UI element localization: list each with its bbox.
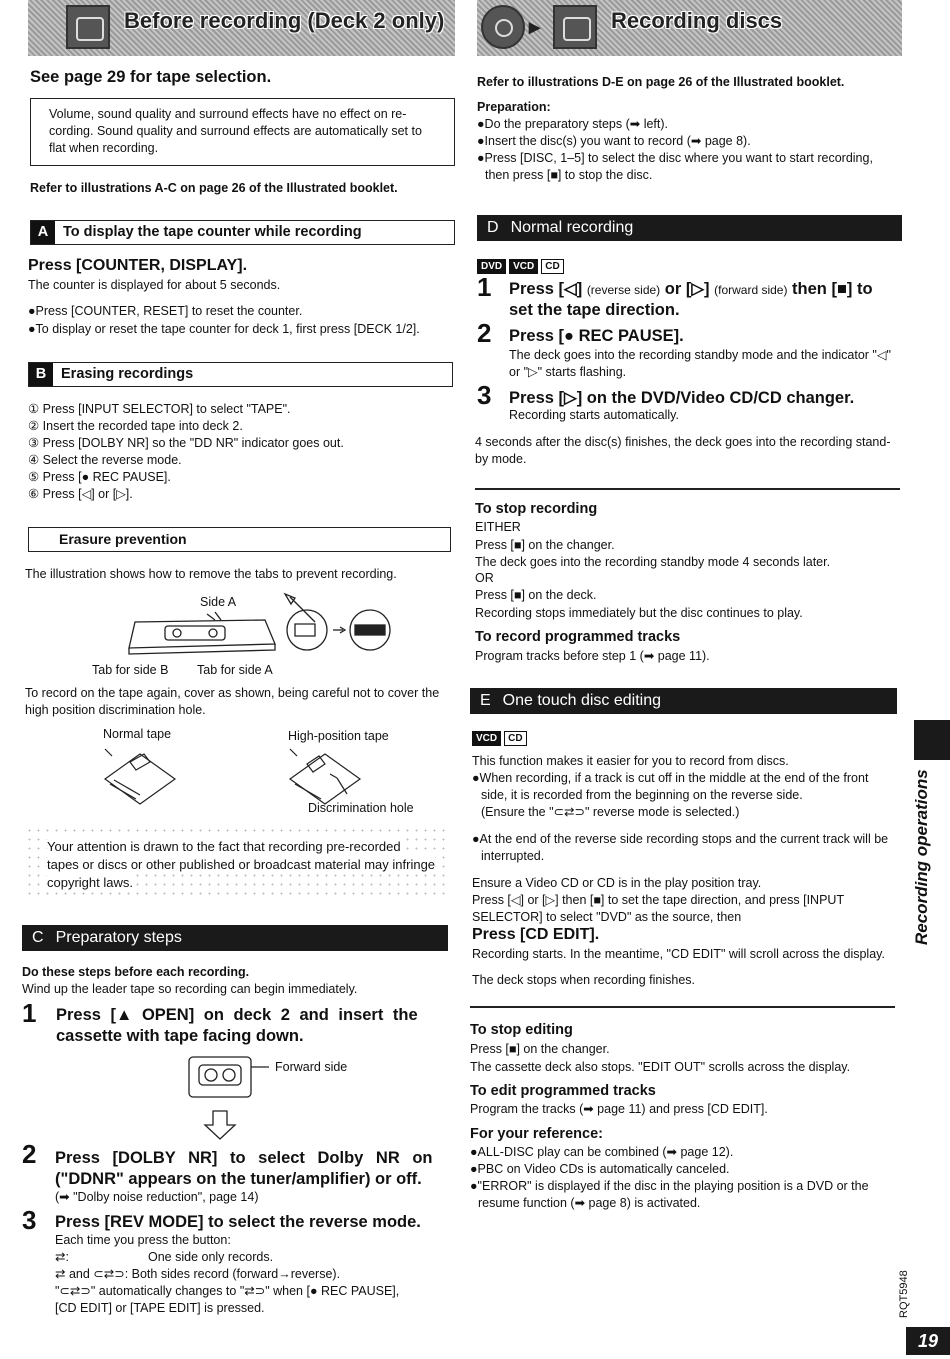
discrimination-hole-label: Discrimination hole [308, 801, 414, 815]
rec-step-1-b: (reverse side) [586, 283, 661, 297]
prep-step-2-number: 2 [22, 1139, 37, 1169]
notice-line-2: tapes or discs or other published or broadcast material may infringe [47, 857, 436, 872]
notice-line-1: Your attention is drawn to the fact that recording pre-recorded [47, 839, 401, 854]
press-cd-edit: Press [CD EDIT]. [472, 926, 600, 943]
section-d-letter: D [487, 219, 499, 236]
cassette-tab-illustration [115, 592, 415, 672]
section-a-letter: A [31, 221, 55, 244]
erase-step-3: ③ Press [DOLBY NR] so the "DD NR" indicator goes out. [28, 436, 344, 450]
mode-1-text: One side only records. [148, 1250, 274, 1264]
stop-line-4: Recording stops immediately but the disc continues to play. [475, 606, 803, 620]
side-a-label: Side A [200, 595, 237, 609]
cassette-insert-illustration [183, 1053, 273, 1143]
prep-step-2-line-2: ("DDNR" appears on the tuner/amplifier) or off. [55, 1170, 422, 1188]
section-b-title: Erasing recordings [61, 366, 194, 382]
stop-editing-line-1: Press [■] on the changer. [470, 1042, 610, 1056]
reference-bullet-1: ●ALL-DISC play can be combined (➡ page 12). [470, 1145, 734, 1159]
erasure-text: The illustration shows how to remove the tabs to prevent recording. [25, 567, 397, 581]
rec-step-2-line-2: or "▷" starts flashing. [509, 365, 627, 379]
divider-2 [470, 1006, 895, 1008]
prep-step-1-number: 1 [22, 998, 37, 1028]
prep-step-2-ref: (➡ "Dolby noise reduction", page 14) [55, 1190, 259, 1204]
edit-intro: This function makes it easier for you to record from discs. [472, 754, 789, 768]
arrow-icon: ▸ [529, 14, 541, 39]
record-programmed-line: Program tracks before step 1 (➡ page 11). [475, 649, 710, 663]
page-number: 19 [906, 1327, 950, 1355]
section-d-title: Normal recording [510, 219, 634, 236]
edit-bullet-1-line-2: side, it is recorded from the beginning on the reverse side. [481, 788, 803, 802]
high-position-tape-illustration [285, 744, 365, 806]
section-e-title: One touch disc editing [502, 692, 661, 709]
refer-right: Refer to illustrations D-E on page 26 of the Illustrated booklet. [477, 75, 845, 89]
stop-recording-title: To stop recording [475, 501, 598, 517]
badge-cd-e: CD [504, 731, 526, 746]
wind-leader: Wind up the leader tape so recording can begin immediately. [22, 982, 358, 996]
info-line-3: flat when recording. [49, 141, 159, 155]
mode-3-line-2: [CD EDIT] or [TAPE EDIT] is pressed. [55, 1301, 265, 1315]
stop-line-2: The deck goes into the recording standby mode 4 seconds later. [475, 555, 831, 569]
prep-step-3-line-1: Press [REV MODE] to select the reverse mode. [55, 1213, 421, 1231]
badge-vcd: VCD [509, 259, 538, 274]
erase-step-1: ① Press [INPUT SELECTOR] to select "TAPE". [28, 402, 291, 416]
info-box [30, 98, 455, 166]
section-c-letter: C [32, 929, 44, 946]
counter-text: The counter is displayed for about 5 seconds. [28, 278, 281, 292]
reference-title: For your reference: [470, 1126, 603, 1142]
badge-cd: CD [541, 259, 563, 274]
rec-step-3-title: Press [▷] on the DVD/Video CD/CD changer. [509, 389, 855, 407]
do-these-steps: Do these steps before each recording. [22, 965, 250, 979]
reference-bullet-2: ●PBC on Video CDs is automatically canceled. [470, 1162, 730, 1176]
see-page: See page 29 for tape selection. [30, 68, 272, 86]
section-e-badges [472, 728, 530, 746]
high-position-tape-label: High-position tape [288, 729, 389, 743]
erasure-header [28, 527, 451, 552]
mode-3-line-1: "⊂⇄⊃" automatically changes to "⇄⊃" when [● REC PAUSE], [55, 1284, 400, 1298]
tab-side-a-label: Tab for side A [197, 663, 273, 677]
forward-side-label: Forward side [275, 1060, 348, 1074]
each-time: Each time you press the button: [55, 1233, 231, 1247]
preparation-label: Preparation: [477, 100, 551, 114]
doc-code: RQT5948 [898, 1270, 910, 1318]
prep-bullet-3-cont: then press [■] to stop the disc. [485, 168, 653, 182]
prep-step-1-line-1: Press [▲ OPEN] on deck 2 and insert the [56, 1006, 418, 1024]
rec-step-3-number: 3 [477, 380, 492, 410]
prep-bullet-1: ●Do the preparatory steps (➡ left). [477, 117, 669, 131]
section-b-header [28, 362, 453, 387]
stop-line-3: Press [■] on the deck. [475, 588, 597, 602]
prep-bullet-2: ●Insert the disc(s) you want to record (➡ page 8). [477, 134, 751, 148]
stop-editing-line-2: The cassette deck also stops. "EDIT OUT" scrolls across the display. [470, 1060, 851, 1074]
edit-bullet-2-line-1: ●At the end of the reverse side recording stops and the current track will be [472, 832, 889, 846]
counter-bullet-1: ●Press [COUNTER, RESET] to reset the counter. [28, 304, 303, 318]
rec-step-2-line-1: The deck goes into the recording standby mode and the indicator "◁" [509, 348, 891, 362]
rec-step-1-d: (forward side) [714, 283, 788, 297]
rec-step-1-line-1 [509, 279, 873, 301]
info-line-1: Volume, sound quality and surround effects have no effect on re- [49, 107, 407, 121]
edit-bullet-1-line-1: ●When recording, if a track is cut off in the middle at the end of the front [472, 771, 869, 785]
erase-step-6: ⑥ Press [◁] or [▷]. [28, 487, 133, 501]
deck-icon-2 [553, 5, 597, 49]
stop-editing-title: To stop editing [470, 1022, 573, 1038]
erasure-title: Erasure prevention [59, 531, 187, 547]
section-c-title: Preparatory steps [55, 929, 182, 946]
rec-step-1-a: Press [◁] [509, 280, 587, 298]
edit-bullet-2-line-2: interrupted. [481, 849, 545, 863]
tab-side-b-label: Tab for side B [92, 663, 169, 677]
prep-step-2-line-1: Press [DOLBY NR] to select Dolby NR on [55, 1149, 433, 1167]
notice-line-3: copyright laws. [47, 875, 133, 890]
reference-bullet-3-line-2: resume function (➡ page 8) is activated. [478, 1196, 701, 1210]
copyright-notice [25, 826, 450, 896]
stop-line-1: Press [■] on the changer. [475, 538, 615, 552]
section-a-header [30, 220, 455, 245]
rec-step-1-number: 1 [477, 272, 492, 302]
erase-step-2: ② Insert the recorded tape into deck 2. [28, 419, 243, 433]
rec-step-1-line-2: set the tape direction. [509, 301, 680, 319]
prep-step-3-number: 3 [22, 1205, 37, 1235]
rec-step-3-line-1: Recording starts automatically. [509, 408, 679, 422]
rec-step-2-title: Press [● REC PAUSE]. [509, 327, 684, 345]
edit-programmed-line: Program the tracks (➡ page 11) and press [CD EDIT]. [470, 1102, 768, 1116]
cover-line-1: To record on the tape again, cover as shown, being careful not to cover the [25, 686, 440, 700]
rec-step-1-e: then [■] to [787, 280, 873, 298]
divider-1 [475, 488, 900, 490]
erase-step-4: ④ Select the reverse mode. [28, 453, 182, 467]
record-programmed-title: To record programmed tracks [475, 629, 681, 645]
badge-dvd: DVD [477, 259, 506, 274]
mode-1-symbol: ⇄: [55, 1250, 69, 1264]
side-tab-marker [914, 720, 950, 760]
section-d-header [477, 215, 902, 241]
stop-or: OR [475, 571, 494, 585]
edit-ensure: Ensure a Video CD or CD is in the play position tray. [472, 876, 762, 890]
edit-press-line-1: Press [◁] or [▷] then [■] to set the tape direction, and press [INPUT [472, 893, 845, 907]
edit-bullet-1-line-3: (Ensure the "⊂⇄⊃" reverse mode is selected.) [481, 805, 740, 819]
side-label: Recording operations [912, 769, 931, 945]
after-disc-line-2: by mode. [475, 452, 527, 466]
badge-vcd-e: VCD [472, 731, 501, 746]
counter-bullet-2: ●To display or reset the tape counter for deck 1, first press [DECK 1/2]. [28, 322, 420, 336]
left-banner [28, 0, 455, 56]
after-disc-line-1: 4 seconds after the disc(s) finishes, the deck goes into the recording stand- [475, 435, 891, 449]
stop-either: EITHER [475, 520, 521, 534]
mode-2-text: ⇄ and ⊂⇄⊃: Both sides record (forward→reverse). [55, 1267, 341, 1281]
cover-line-2: high position discrimination hole. [25, 703, 206, 717]
section-e-header [470, 688, 897, 714]
prep-bullet-3: ●Press [DISC, 1–5] to select the disc where you want to start recording, [477, 151, 873, 165]
right-banner [477, 0, 902, 56]
rec-step-1-c: or [▷] [660, 280, 715, 298]
reference-bullet-3-line-1: ●"ERROR" is displayed if the disc in the playing position is a DVD or the [470, 1179, 869, 1193]
erase-step-5: ⑤ Press [● REC PAUSE]. [28, 470, 171, 484]
section-b-letter: B [29, 363, 53, 386]
edit-starts: Recording starts. In the meantime, "CD EDIT" will scroll across the display. [472, 947, 885, 961]
edit-stops: The deck stops when recording finishes. [472, 973, 696, 987]
deck-icon [66, 5, 110, 49]
edit-press-line-2: SELECTOR] to select "DVD" as the source, then [472, 910, 742, 924]
edit-programmed-title: To edit programmed tracks [470, 1083, 656, 1099]
section-a-title: To display the tape counter while recording [63, 224, 362, 240]
normal-tape-label: Normal tape [103, 727, 172, 741]
disc-icon [481, 5, 525, 49]
press-counter-display: Press [COUNTER, DISPLAY]. [28, 257, 248, 274]
section-e-letter: E [480, 692, 491, 709]
section-c-header [22, 925, 448, 951]
rec-step-2-number: 2 [477, 318, 492, 348]
left-banner-title: Before recording (Deck 2 only) [124, 8, 445, 33]
info-line-2: cording. Sound quality and surround effects are automatically set to [49, 124, 422, 138]
right-banner-title: Recording discs [611, 8, 783, 33]
refer-left: Refer to illustrations A-C on page 26 of the Illustrated booklet. [30, 181, 398, 195]
normal-tape-illustration [100, 744, 180, 806]
prep-step-1-line-2: cassette with tape facing down. [56, 1027, 304, 1045]
